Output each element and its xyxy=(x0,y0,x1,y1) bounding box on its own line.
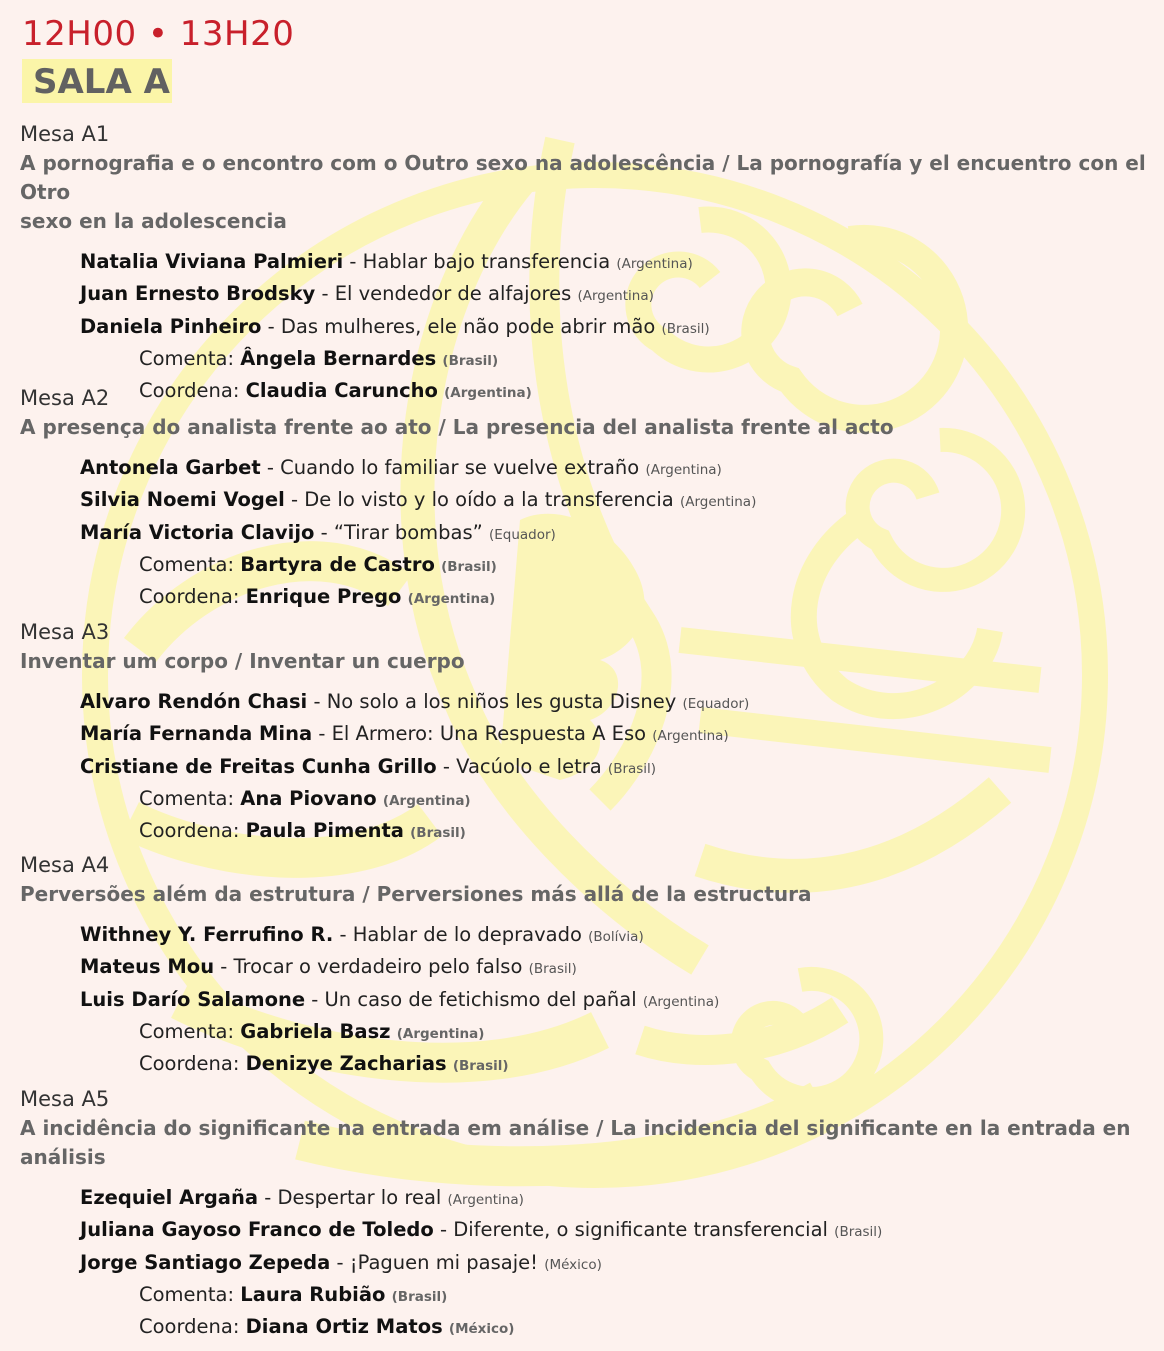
talk-title: Un caso de fetichismo del pañal xyxy=(324,987,637,1011)
coordena-country: (Brasil) xyxy=(452,1058,509,1075)
time-slot: 12H00 • 13H20 xyxy=(22,14,295,54)
room-badge: SALA A xyxy=(22,59,172,103)
coordena-label: Coordena: xyxy=(139,1315,246,1339)
mesa-block xyxy=(20,384,1155,614)
talk-item xyxy=(80,719,1155,751)
separator: - xyxy=(260,456,281,479)
talk-title: “Tirar bombas” xyxy=(333,520,483,544)
speaker-country: (Brasil) xyxy=(607,760,657,777)
coordena-label: Coordena: xyxy=(139,1052,246,1076)
talks-list xyxy=(20,1183,1155,1344)
talk-item xyxy=(80,1183,1155,1215)
coordena-country: (Argentina) xyxy=(407,591,496,608)
talk-item xyxy=(80,752,1155,784)
speaker-country: (Argentina) xyxy=(652,728,729,745)
comenta-country: (Argentina) xyxy=(396,1025,485,1042)
comenta-row xyxy=(80,784,1155,816)
comenta-label: Comenta: xyxy=(139,786,241,810)
separator: - xyxy=(305,987,325,1011)
mesa-title-line: A pornografia e o encontro com o Outro sexo na adolescência / La pornografía y el encuentro con el Otro xyxy=(20,151,1146,204)
separator: - xyxy=(284,488,305,512)
mesa-label: Mesa A4 xyxy=(20,853,110,877)
comenta-name: Laura Rubião xyxy=(240,1282,386,1306)
comenta-name: Ana Piovano xyxy=(240,786,377,810)
talk-title: De lo visto y lo oído a la transferencia xyxy=(304,488,674,512)
speaker-name: Ezequiel Argaña xyxy=(80,1186,258,1209)
comenta-country: (Argentina) xyxy=(382,792,471,809)
comenta-row xyxy=(80,1280,1155,1312)
separator: - xyxy=(214,955,234,979)
speaker-country: (Argentina) xyxy=(645,462,722,478)
comenta-label: Comenta: xyxy=(139,1282,241,1306)
comenta-name: Gabriela Basz xyxy=(240,1019,391,1043)
speaker-name: Luis Darío Salamone xyxy=(80,987,306,1011)
talk-title: Hablar de lo depravado xyxy=(352,923,582,946)
speaker-name: María Fernanda Mina xyxy=(80,722,313,746)
mesa-title xyxy=(20,149,1155,236)
mesa-block xyxy=(20,851,1155,1081)
mesa-block xyxy=(20,618,1155,848)
comenta-label: Comenta: xyxy=(139,346,241,370)
coordena-label: Coordena: xyxy=(139,819,246,843)
talk-item xyxy=(80,485,1155,517)
coordena-row xyxy=(80,816,1155,848)
talk-title: El vendedor de alfajores xyxy=(334,282,572,306)
mesa-title xyxy=(20,413,1155,442)
speaker-name: Withney Y. Ferrufino R. xyxy=(80,923,334,946)
speaker-name: María Victoria Clavijo xyxy=(80,520,315,544)
separator: - xyxy=(436,754,457,778)
comenta-name: Ângela Bernardes xyxy=(240,346,437,370)
coordena-name: Paula Pimenta xyxy=(245,819,404,843)
talk-title: El Armero: Una Respuesta A Eso xyxy=(331,722,647,746)
talk-item xyxy=(80,687,1155,719)
speaker-name: Juliana Gayoso Franco de Toledo xyxy=(80,1218,434,1242)
speaker-name: Daniela Pinheiro xyxy=(80,314,262,338)
separator: - xyxy=(315,282,335,306)
coordena-name: Denizye Zacharias xyxy=(245,1052,447,1076)
speaker-country: (Equador) xyxy=(488,526,556,543)
coordena-name: Enrique Prego xyxy=(245,585,402,609)
comenta-name: Bartyra de Castro xyxy=(240,552,435,576)
speaker-country: (Argentina) xyxy=(616,256,693,272)
mesa-title-line: sexo en la adolescencia xyxy=(20,209,287,233)
speaker-country: (Argentina) xyxy=(642,993,720,1010)
coordena-row xyxy=(80,582,1155,614)
comenta-label: Comenta: xyxy=(139,552,241,576)
comenta-country: (Brasil) xyxy=(441,558,497,575)
mesa-label: Mesa A2 xyxy=(20,386,110,410)
separator: - xyxy=(330,1250,350,1274)
speaker-name: Silvia Noemi Vogel xyxy=(80,488,285,512)
mesa-block xyxy=(20,120,1155,408)
mesa-title-line: A incidência do significante na entrada em análise / La incidencia del significante en la entrada en análisis xyxy=(20,1116,1131,1169)
separator: - xyxy=(312,722,332,746)
talk-title: Despertar lo real xyxy=(277,1186,442,1209)
talk-item xyxy=(80,920,1155,952)
mesa-title xyxy=(20,1114,1155,1172)
comenta-country: (Brasil) xyxy=(391,1288,448,1305)
speaker-country: (Argentina) xyxy=(447,1192,524,1208)
separator: - xyxy=(433,1218,454,1242)
talk-title: Diferente, o significante transferencial xyxy=(453,1218,828,1242)
coordena-name: Diana Ortiz Matos xyxy=(245,1315,443,1339)
talk-item xyxy=(80,1248,1155,1280)
coordena-country: (México) xyxy=(448,1321,515,1338)
separator: - xyxy=(333,923,353,946)
speaker-country: (Argentina) xyxy=(679,494,757,511)
talks-list xyxy=(20,453,1155,614)
comenta-row xyxy=(80,550,1155,582)
speaker-country: (Equador) xyxy=(682,696,750,712)
separator: - xyxy=(258,1186,278,1209)
talk-item xyxy=(80,247,1155,279)
speaker-name: Mateus Mou xyxy=(80,955,215,979)
coordena-country: (Brasil) xyxy=(410,825,466,842)
coordena-label: Coordena: xyxy=(139,379,246,403)
separator: - xyxy=(307,690,327,713)
speaker-country: (Brasil) xyxy=(528,961,577,978)
mesa-block xyxy=(20,1085,1155,1344)
talks-list xyxy=(20,687,1155,848)
talk-title: No solo a los niños les gusta Disney xyxy=(326,690,677,713)
talk-title: Hablar bajo transferencia xyxy=(362,250,611,273)
speaker-country: (México) xyxy=(544,1256,602,1273)
mesa-label: Mesa A1 xyxy=(20,122,110,146)
talk-title: Das mulheres, ele não pode abrir mão xyxy=(280,314,656,338)
coordena-name: Claudia Caruncho xyxy=(245,379,438,403)
speaker-name: Cristiane de Freitas Cunha Grillo xyxy=(80,754,437,778)
talk-item xyxy=(80,312,1155,344)
coordena-country: (Argentina) xyxy=(444,385,532,402)
speaker-country: (Brasil) xyxy=(661,320,710,337)
coordena-row xyxy=(80,1312,1155,1344)
speaker-country: (Bolívia) xyxy=(588,929,644,945)
separator: - xyxy=(261,314,281,338)
talks-list xyxy=(20,920,1155,1081)
talk-item xyxy=(80,985,1155,1017)
talk-title: ¡Paguen mi pasaje! xyxy=(349,1250,538,1274)
comenta-label: Comenta: xyxy=(139,1019,241,1043)
mesa-title-line: A presença do analista frente ao ato / La presencia del analista frente al acto xyxy=(20,415,894,439)
separator: - xyxy=(343,250,363,273)
speaker-name: Jorge Santiago Zepeda xyxy=(80,1250,331,1274)
speaker-name: Juan Ernesto Brodsky xyxy=(80,282,316,306)
talk-title: Vacúolo e letra xyxy=(456,754,602,778)
mesa-label: Mesa A3 xyxy=(20,620,110,644)
comenta-row xyxy=(80,1017,1155,1049)
talk-title: Cuando lo familiar se vuelve extraño xyxy=(280,456,640,479)
mesa-title xyxy=(20,647,1155,676)
speaker-name: Antonela Garbet xyxy=(80,456,261,479)
comenta-country: (Brasil) xyxy=(442,352,499,369)
mesa-title xyxy=(20,880,1155,909)
separator: - xyxy=(314,520,334,544)
speaker-name: Alvaro Rendón Chasi xyxy=(80,690,308,713)
talk-item xyxy=(80,279,1155,311)
mesa-label: Mesa A5 xyxy=(20,1087,110,1111)
speaker-country: (Brasil) xyxy=(834,1224,883,1241)
speaker-name: Natalia Viviana Palmieri xyxy=(80,250,344,273)
talk-item xyxy=(80,952,1155,984)
coordena-label: Coordena: xyxy=(139,585,246,609)
comenta-row xyxy=(80,344,1155,376)
talk-item xyxy=(80,518,1155,550)
speaker-country: (Argentina) xyxy=(577,288,654,305)
mesa-title-line: Perversões além da estrutura / Perversiones más allá de la estructura xyxy=(20,882,812,906)
coordena-row xyxy=(80,1049,1155,1081)
mesa-title-line: Inventar um corpo / Inventar un cuerpo xyxy=(20,649,465,673)
talk-item xyxy=(80,453,1155,485)
talk-title: Trocar o verdadeiro pelo falso xyxy=(233,955,523,979)
talk-item xyxy=(80,1215,1155,1247)
